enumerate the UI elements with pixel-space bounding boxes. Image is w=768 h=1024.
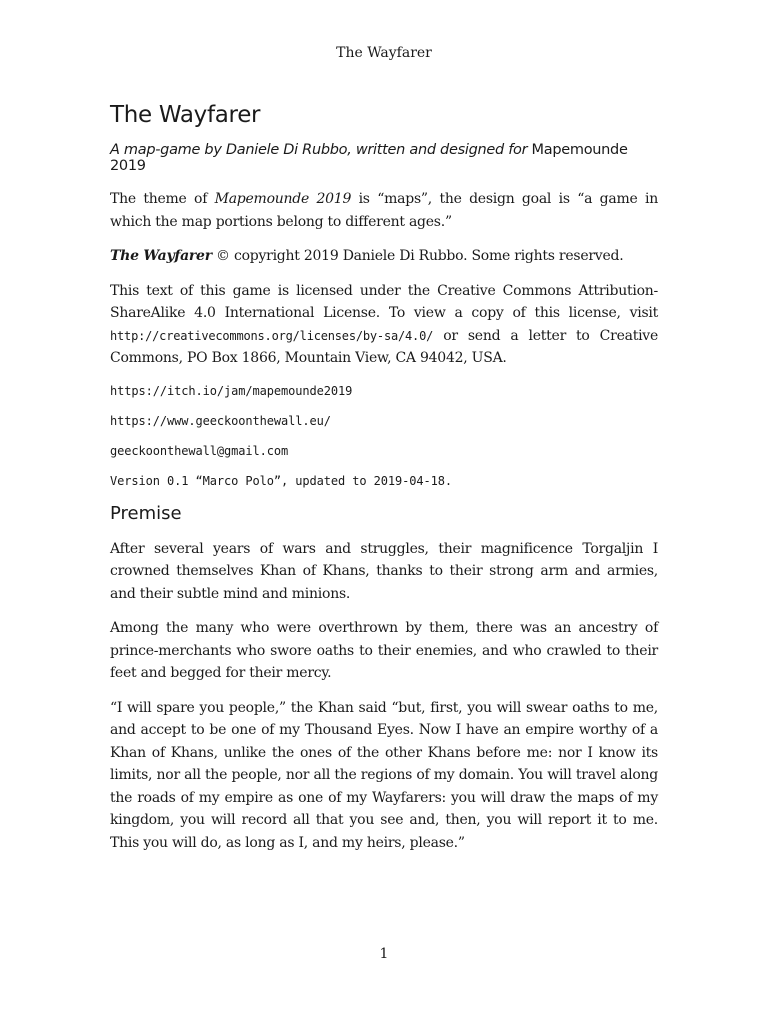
premise-paragraph: Among the many who were overthrown by them, there was an ancestry of prince-merchants who swore oaths to their enemies, and who crawled to their feet and begged for their mercy.	[110, 620, 658, 681]
page-number: 1	[379, 946, 389, 962]
running-header: The Wayfarer	[336, 45, 432, 61]
theme-post: is “maps”, the design goal is “a game in which the map portions belong to different ages.”	[110, 191, 658, 230]
subtitle-italic: A map-game by Daniele Di Rubbo, written and designed for	[110, 142, 528, 158]
premise-paragraph: “I will spare you people,” the Khan said “but, first, you will swear oaths to me, and accept to be one of my Thousand Eyes. Now I have an empire worthy of a Khan of Khans, unlike the ones of the other Khans before me: nor I know its limits, nor all the people, nor all the regions of my domain. You will travel along the roads of my empire as one of my Wayfarers: you will draw the maps of my kingdom, you will record all that you see and, then, you will report it to me. This you will do, as long as I, and my heirs, please.”	[110, 699, 658, 851]
license-paragraph	[110, 280, 658, 370]
document-title: The Wayfarer	[110, 102, 261, 128]
itch-link[interactable]: https://itch.io/jam/mapemounde2019	[110, 383, 353, 398]
license-url-link[interactable]: http://creativecommons.org/licenses/by-sa/4.0/	[110, 328, 434, 343]
copyright-paragraph	[110, 245, 658, 268]
license-post: or send a letter to Creative Commons, PO Box 1866, Mountain View, CA 94042, USA.	[110, 327, 658, 366]
theme-italic: Mapemounde 2019	[214, 191, 352, 207]
theme-paragraph	[110, 188, 658, 233]
email-link[interactable]: geeckoonthewall@gmail.com	[110, 443, 289, 458]
copyright-rest: © copyright 2019 Daniele Di Rubbo. Some rights reserved.	[211, 248, 624, 264]
version-line: Version 0.1 “Marco Polo”, updated to 2019-04-18.	[110, 473, 452, 488]
website-link[interactable]: https://www.geeckoonthewall.eu/	[110, 413, 331, 428]
premise-paragraph: After several years of wars and struggles, their magnificence Torgaljin I crowned themselves Khan of Khans, thanks to their strong arm and armies, and their subtle mind and minions.	[110, 540, 658, 602]
license-pre: This text of this game is licensed under the Creative Commons Attribution-ShareAlike 4.0 International License. To view a copy of this license, visit	[110, 282, 658, 321]
copyright-title: The Wayfarer	[110, 248, 212, 264]
page-content	[110, 102, 658, 866]
subtitle-roman: Mapemounde 2019	[110, 142, 628, 174]
theme-pre: The theme of	[110, 191, 215, 207]
premise-heading: Premise	[110, 502, 182, 524]
document-subtitle	[110, 142, 658, 174]
